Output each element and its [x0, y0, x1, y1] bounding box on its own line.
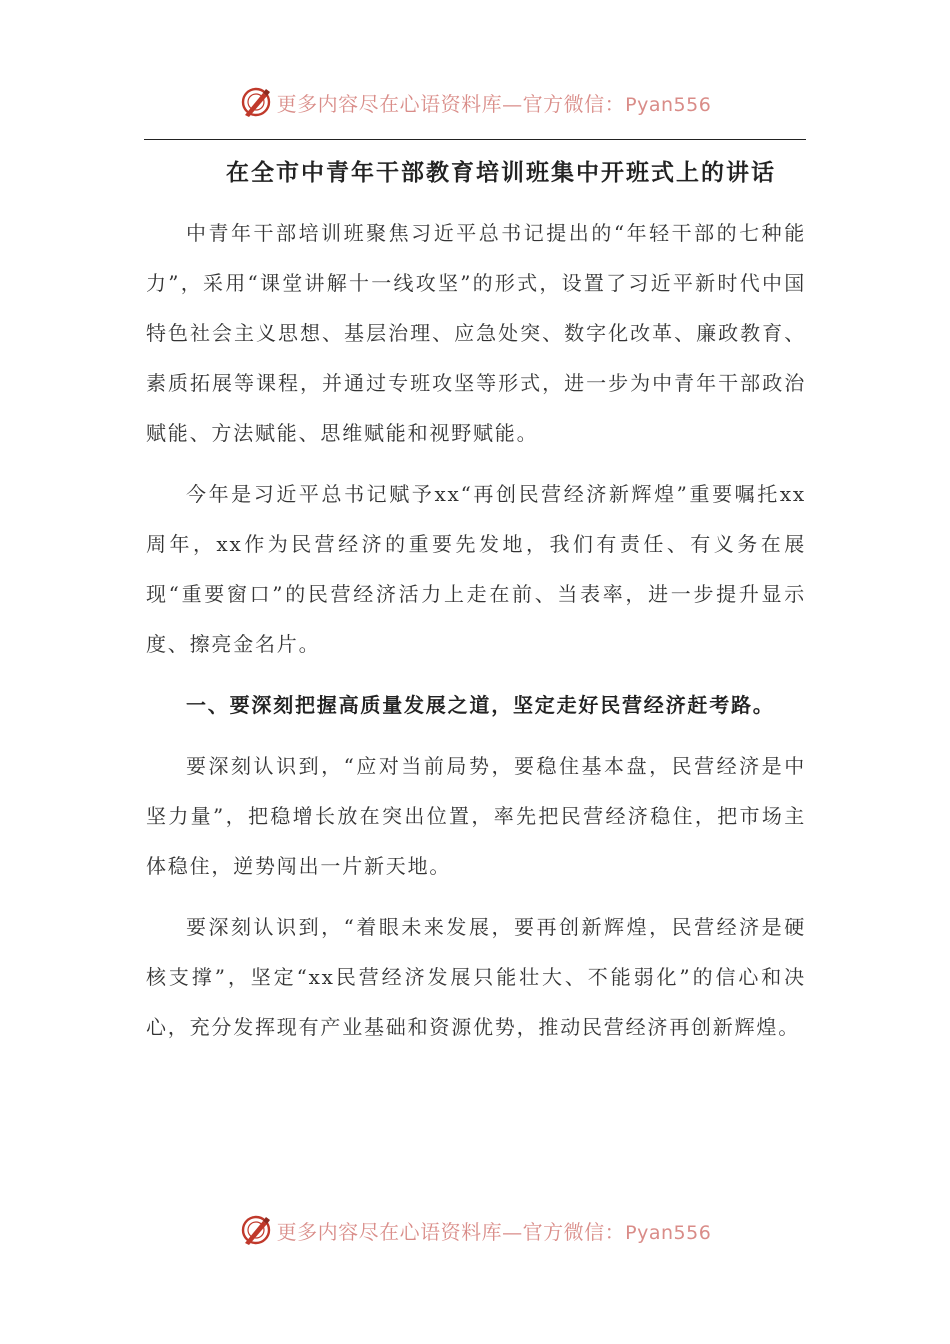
document-title: 在全市中青年干部教育培训班集中开班式上的讲话: [226, 159, 776, 186]
header-divider: [144, 139, 806, 140]
banner-text: 更多内容尽在心语资料库—官方微信：Pyan556: [276, 1219, 712, 1244]
pen-circle-logo-icon: [239, 1213, 273, 1247]
pen-circle-logo-icon: [239, 85, 273, 119]
paragraph-3: 要深刻认识到，“应对当前局势，要稳住基本盘，民营经济是中坚力量”，把稳增长放在突出位置，率先把民营经济稳住，把市场主体稳住，逆势闯出一片新天地。: [146, 754, 806, 878]
paragraph-4: 要深刻认识到，“着眼未来发展，要再创新辉煌，民营经济是硬核支撑”，坚定“xx民营经济发展只能壮大、不能弱化”的信心和决心，充分发挥现有产业基础和资源优势，推动民营经济再创新辉煌。: [146, 915, 806, 1039]
header-banner: [0, 80, 950, 124]
section-heading-1: 一、要深刻把握高质量发展之道，坚定走好民营经济赶考路。: [186, 693, 775, 717]
footer-banner: [0, 1208, 950, 1252]
paragraph-2: 今年是习近平总书记赋予xx“再创民营经济新辉煌”重要嘱托xx周年，xx作为民营经济的重要先发地，我们有责任、有义务在展现“重要窗口”的民营经济活力上走在前、当表率，进一步提升显示度、擦亮金名片。: [146, 482, 806, 656]
document-body: [146, 208, 806, 1063]
paragraph-1: 中青年干部培训班聚焦习近平总书记提出的“年轻干部的七种能力”，采用“课堂讲解十一线攻坚”的形式，设置了习近平新时代中国特色社会主义思想、基层治理、应急处突、数字化改革、廉政教育、素质拓展等课程，并通过专班攻坚等形式，进一步为中青年干部政治赋能、方法赋能、思维赋能和视野赋能。: [146, 221, 806, 445]
banner-text: 更多内容尽在心语资料库—官方微信：Pyan556: [276, 91, 712, 116]
